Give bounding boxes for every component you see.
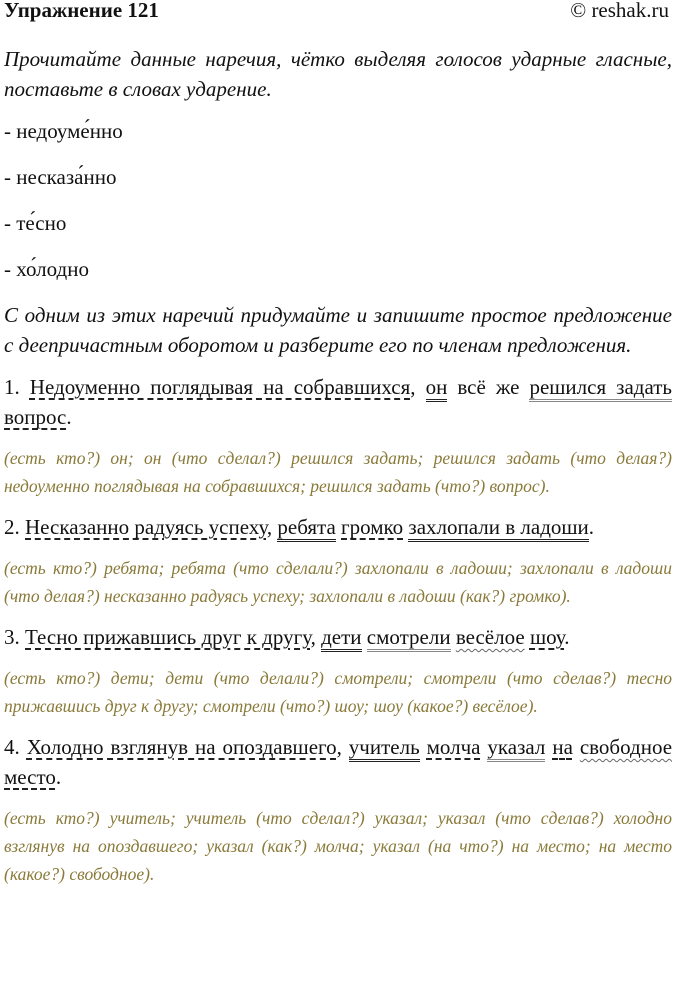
sentence-text: . <box>588 515 595 539</box>
adverbial-modifier: Несказанно радуясь успеху <box>25 515 267 539</box>
parsing-comment: (есть кто?) дети; дети (что делали?) смотрели; смотрели (что сделав?) тесно прижавшись друг к другу; смотрели (что?) шоу; шоу (какое?) весёлое). <box>4 668 672 716</box>
parsing-comment: (есть кто?) ребята; ребята (что сделали?) захлопали в ладоши; захлопали в ладоши (что делая?) несказанно радуясь успеху; захлопали в ладоши (как?) громко). <box>4 558 672 606</box>
predicate: смотрели <box>367 625 451 652</box>
sentence-text: , <box>410 375 426 399</box>
task-instruction-2: С одним из этих наречий придумайте и запишите простое предложение с деепричастным оборотом и разберите его по членам предложения. <box>4 303 672 357</box>
sentence-text: . <box>66 405 72 429</box>
example-sentence <box>4 622 672 652</box>
adverb-item: - недоуме́нно <box>4 119 123 143</box>
object: на <box>552 735 573 759</box>
predicate: решился задать <box>529 375 672 402</box>
object: шоу <box>529 625 565 649</box>
page-header <box>4 0 669 24</box>
attribute: свободное <box>579 735 673 759</box>
sentence-text: , <box>266 515 278 539</box>
adverbial-modifier: Холодно взглянув на опоздавшего <box>26 735 337 759</box>
subject: дети <box>321 625 361 652</box>
subject: он <box>426 375 448 402</box>
sentence-text: всё же <box>447 375 530 399</box>
adverb-list <box>4 116 672 284</box>
sentence-text <box>362 625 367 649</box>
sentence-text: 4. <box>4 735 27 759</box>
adverbial-modifier: громко <box>341 515 404 539</box>
sentence-text: , <box>310 625 322 649</box>
subject: учитель <box>349 735 420 762</box>
object: место <box>4 765 56 789</box>
sentence-text <box>420 735 427 759</box>
adverb-item: - хо́лодно <box>4 257 89 281</box>
adverb-item: - несказа́нно <box>4 165 117 189</box>
example-sentence <box>4 512 672 542</box>
sentence-text: 2. <box>4 515 25 539</box>
attribute: весёлое <box>455 625 525 649</box>
parsing-comment: (есть кто?) учитель; учитель (что сделал?) указал; указал (что сделав?) холодно взглянув на опоздавшего; указал (как?) молча; указал (на что?) на место; на место (какое?) свободное). <box>4 808 672 884</box>
sentence-text: . <box>55 765 62 789</box>
exercise-title: Упражнение 121 <box>4 0 159 22</box>
adverbial-modifier: Недоуменно поглядывая на собравшихся <box>29 375 411 399</box>
sentence-text: , <box>336 735 349 759</box>
subject: ребята <box>277 515 335 542</box>
adverbial-modifier: Тесно прижавшись друг к другу <box>25 625 311 649</box>
task-instruction-1: Прочитайте данные наречия, чётко выделяя голосов ударные гласные, поставьте в словах ударение. <box>4 47 672 101</box>
sentence-text <box>573 735 580 759</box>
object: вопрос <box>4 405 67 429</box>
example-sentence <box>4 372 672 432</box>
exercise-content <box>4 44 672 900</box>
sentence-text: 1. <box>4 375 30 399</box>
sentence-text: . <box>564 625 570 649</box>
example-sentence <box>4 732 672 792</box>
sentence-text: 3. <box>4 625 25 649</box>
subject: захлопали в ладоши <box>408 515 588 542</box>
source-label: © reshak.ru <box>570 0 669 22</box>
parsing-comment: (есть кто?) он; он (что сделал?) решился задать; решился задать (что делая?) недоуменно поглядывая на собравшихся; решился задать (что?) вопрос). <box>4 448 672 496</box>
answers <box>4 372 672 888</box>
predicate: указал <box>487 735 545 762</box>
adverbial-modifier: молча <box>426 735 481 759</box>
adverb-item: - те́сно <box>4 211 67 235</box>
